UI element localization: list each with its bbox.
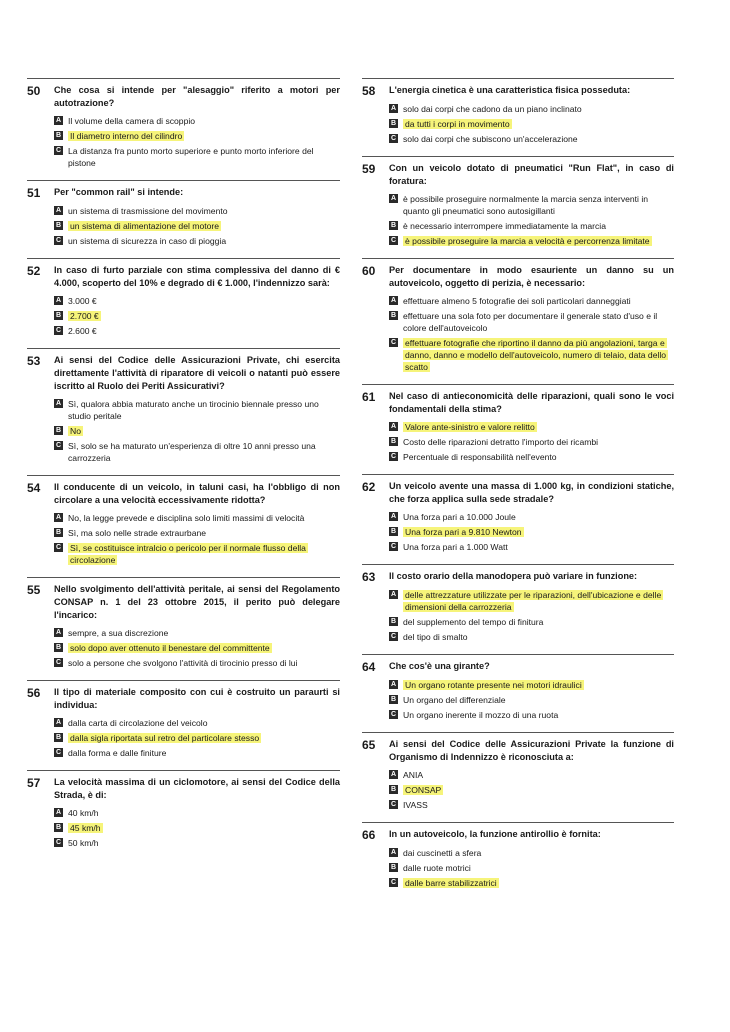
question-header [362, 570, 674, 584]
answer-letter-badge: A [55, 809, 62, 816]
answer-list [362, 847, 674, 889]
answer-text-wrapper [403, 421, 674, 433]
highlighted-answer-text: CONSAP [405, 785, 442, 795]
answer-text: Costo delle riparazioni detratto l'importo dei ricambi [403, 437, 599, 447]
answer-text-wrapper [68, 310, 340, 322]
answer-text-wrapper [403, 103, 674, 115]
question-66 [362, 822, 674, 900]
answer-list [362, 679, 674, 721]
answer-text-wrapper [403, 679, 674, 691]
question-63 [362, 564, 674, 654]
answer-text: solo dai corpi che cadono da un piano inclinato [403, 104, 582, 114]
answer-text: Il volume della camera di scoppio [68, 116, 196, 126]
highlighted-answer-text: 45 km/h [70, 823, 101, 833]
answer-text-wrapper [403, 694, 674, 706]
answer-letter-badge: B [390, 786, 397, 793]
answer-text: La distanza fra punto morto superiore e punto morto inferiore del pistone [68, 146, 314, 168]
left-column [27, 78, 340, 860]
question-header [362, 264, 674, 290]
answer-letter-badge: A [390, 297, 397, 304]
answer-letter-badge: C [390, 339, 397, 346]
answer-option-correct [389, 235, 674, 247]
answer-list [27, 115, 340, 169]
answer-letter-badge: C [55, 442, 62, 449]
answer-letter-badge: A [55, 400, 62, 407]
answer-list [362, 103, 674, 145]
answer-letter-badge: A [55, 297, 62, 304]
answer-text: un sistema di trasmissione del movimento [68, 206, 228, 216]
answer-text-wrapper [68, 822, 340, 834]
answer-letter-badge: C [55, 327, 62, 334]
answer-letter-badge: B [390, 438, 397, 445]
answer-option [54, 627, 340, 639]
answer-letter-badge: C [390, 633, 397, 640]
answer-text-wrapper [403, 862, 674, 874]
answer-text: Una forza pari a 1.000 Watt [403, 542, 508, 552]
answer-text: effettuare almeno 5 fotografie dei soli particolari danneggiati [403, 296, 631, 306]
answer-option [54, 145, 340, 169]
question-header [362, 660, 674, 674]
answer-text: è necessario interrompere immediatamente la marcia [403, 221, 606, 231]
answer-option [54, 747, 340, 759]
answer-text: solo a persone che svolgono l'attività di tirocinio presso di lui [68, 658, 298, 668]
answer-option [54, 235, 340, 247]
answer-option [389, 694, 674, 706]
answer-option [54, 527, 340, 539]
answer-text-wrapper [68, 627, 340, 639]
answer-text: IVASS [403, 800, 428, 810]
question-text: Ai sensi del Codice delle Assicurazioni Private la funzione di Organismo di Indennizzo è riconosciuta a: [389, 739, 674, 762]
answer-text-wrapper [403, 709, 674, 721]
answer-list [27, 807, 340, 849]
highlighted-answer-text: Una forza pari a 9.810 Newton [405, 527, 522, 537]
answer-letter-badge: A [390, 195, 397, 202]
question-65 [362, 732, 674, 822]
question-text: Nello svolgimento dell'attività peritale, ai sensi del Regolamento CONSAP n. 1 del 23 ottobre 2015, il perito può delegare l'incarico: [54, 584, 340, 620]
question-number: 54 [27, 481, 41, 495]
answer-letter-badge: B [55, 734, 62, 741]
answer-option [389, 769, 674, 781]
highlighted-answer-text: solo dopo aver ottenuto il benestare del committente [70, 643, 270, 653]
answer-text: 3.000 € [68, 296, 97, 306]
answer-text-wrapper [68, 732, 340, 744]
question-number: 63 [362, 570, 376, 584]
question-number: 60 [362, 264, 376, 278]
highlighted-answer-text: Valore ante-sinistro e valore relitto [405, 422, 535, 432]
answer-letter-badge: C [390, 801, 397, 808]
answer-letter-badge: C [55, 237, 62, 244]
question-59 [362, 156, 674, 258]
answer-letter-badge: B [390, 120, 397, 127]
answer-option [389, 193, 674, 217]
answer-text-wrapper [403, 511, 674, 523]
answer-text-wrapper [68, 145, 340, 169]
answer-text-wrapper [68, 130, 340, 142]
answer-letter-badge: B [390, 864, 397, 871]
question-header [362, 828, 674, 842]
answer-option-correct [54, 822, 340, 834]
question-text: La velocità massima di un ciclomotore, ai sensi del Codice della Strada, è di: [54, 777, 340, 800]
question-header [27, 686, 340, 712]
answer-letter-badge: A [390, 513, 397, 520]
answer-option-correct [54, 130, 340, 142]
answer-letter-badge: B [55, 312, 62, 319]
answer-text-wrapper [403, 436, 674, 448]
question-54 [27, 475, 340, 577]
answer-text-wrapper [68, 205, 340, 217]
answer-letter-badge: A [390, 771, 397, 778]
answer-letter-badge: A [390, 849, 397, 856]
answer-text-wrapper [403, 310, 674, 334]
answer-text-wrapper [68, 398, 340, 422]
answer-text-wrapper [403, 799, 674, 811]
answer-option-correct [54, 220, 340, 232]
answer-text: solo dai corpi che subiscono un'accelerazione [403, 134, 578, 144]
answer-text-wrapper [403, 235, 674, 247]
answer-letter-badge: B [390, 696, 397, 703]
answer-text-wrapper [68, 440, 340, 464]
answer-list [27, 717, 340, 759]
answer-option [389, 220, 674, 232]
answer-option [54, 657, 340, 669]
answer-text-wrapper [403, 769, 674, 781]
answer-letter-badge: C [55, 749, 62, 756]
answer-text: 40 km/h [68, 808, 99, 818]
answer-option [389, 310, 674, 334]
answer-text: dalla forma e dalle finiture [68, 748, 167, 758]
answer-list [362, 511, 674, 553]
answer-letter-badge: A [390, 423, 397, 430]
answer-option [389, 799, 674, 811]
answer-text-wrapper [68, 235, 340, 247]
answer-text-wrapper [68, 807, 340, 819]
answer-option-correct [389, 589, 674, 613]
answer-option [389, 133, 674, 145]
question-number: 66 [362, 828, 376, 842]
answer-option [389, 862, 674, 874]
answer-text: un sistema di sicurezza in caso di pioggia [68, 236, 227, 246]
answer-option [54, 295, 340, 307]
answer-list [362, 295, 674, 373]
question-header [27, 264, 340, 290]
answer-option-correct [54, 732, 340, 744]
answer-letter-badge: B [55, 132, 62, 139]
answer-list [362, 769, 674, 811]
highlighted-answer-text: No [70, 426, 81, 436]
answer-text-wrapper [403, 220, 674, 232]
question-number: 57 [27, 776, 41, 790]
answer-text: Sì, solo se ha maturato un'esperienza di oltre 10 anni presso una carrozzeria [68, 441, 316, 463]
answer-text-wrapper [68, 512, 340, 524]
answer-text-wrapper [403, 118, 674, 130]
question-61 [362, 384, 674, 474]
answer-text: effettuare una sola foto per documentare il generale stato d'uso e il colore dell'autoveicolo [403, 311, 658, 333]
question-number: 65 [362, 738, 376, 752]
question-header [362, 390, 674, 416]
answer-option [54, 717, 340, 729]
answer-list [27, 205, 340, 247]
answer-option-correct [54, 642, 340, 654]
answer-list [362, 589, 674, 643]
answer-option-correct [54, 425, 340, 437]
answer-option-correct [54, 310, 340, 322]
answer-text-wrapper [403, 337, 674, 373]
answer-text-wrapper [403, 877, 674, 889]
answer-option [54, 325, 340, 337]
highlighted-answer-text: Un organo rotante presente nei motori idraulici [405, 680, 582, 690]
answer-text-wrapper [68, 837, 340, 849]
answer-option [389, 451, 674, 463]
answer-option-correct [389, 784, 674, 796]
answer-text-wrapper [403, 784, 674, 796]
answer-letter-badge: C [55, 147, 62, 154]
answer-letter-badge: A [55, 719, 62, 726]
answer-text-wrapper [68, 527, 340, 539]
answer-letter-badge: A [390, 591, 397, 598]
question-number: 52 [27, 264, 41, 278]
answer-text-wrapper [403, 193, 674, 217]
highlighted-answer-text: da tutti i corpi in movimento [405, 119, 510, 129]
answer-letter-badge: B [390, 618, 397, 625]
answer-text: ANIA [403, 770, 424, 780]
answer-option-correct [389, 526, 674, 538]
answer-letter-badge: C [390, 711, 397, 718]
question-number: 62 [362, 480, 376, 494]
question-header [362, 162, 674, 188]
answer-letter-badge: A [55, 117, 62, 124]
question-text: Per "common rail" si intende: [54, 187, 184, 197]
question-header [362, 738, 674, 764]
question-text: Ai sensi del Codice delle Assicurazioni Private, chi esercita direttamente l'attività di riparatore di veicoli o natanti può essere iscritto al Ruolo dei Periti Assicurativi? [54, 355, 340, 391]
answer-option-correct [389, 679, 674, 691]
answer-text: Sì, qualora abbia maturato anche un tirocinio biennale presso uno studio peritale [68, 399, 319, 421]
answer-option-correct [389, 877, 674, 889]
question-header [27, 776, 340, 802]
question-text: Con un veicolo dotato di pneumatici "Run Flat", in caso di foratura: [389, 163, 674, 186]
answer-text: Sì, ma solo nelle strade extraurbane [68, 528, 207, 538]
answer-letter-badge: C [55, 839, 62, 846]
question-text: Nel caso di antieconomicità delle riparazioni, quali sono le voci fondamentali della stima? [389, 391, 674, 414]
highlighted-answer-text: un sistema di alimentazione del motore [70, 221, 220, 231]
answer-text: dalle ruote motrici [403, 863, 471, 873]
answer-text-wrapper [403, 133, 674, 145]
answer-letter-badge: A [55, 629, 62, 636]
answer-option-correct [389, 118, 674, 130]
question-number: 56 [27, 686, 41, 700]
question-number: 58 [362, 84, 376, 98]
question-51 [27, 180, 340, 258]
answer-letter-badge: A [55, 514, 62, 521]
answer-list [362, 193, 674, 247]
question-number: 55 [27, 583, 41, 597]
answer-text-wrapper [403, 616, 674, 628]
question-number: 61 [362, 390, 376, 404]
question-number: 53 [27, 354, 41, 368]
question-header [27, 186, 340, 200]
answer-option [389, 709, 674, 721]
answer-text: è possibile proseguire normalmente la marcia senza interventi in quanto gli pneumatici sono autosigillanti [403, 194, 649, 216]
question-number: 64 [362, 660, 376, 674]
answer-text-wrapper [68, 425, 340, 437]
answer-option [54, 205, 340, 217]
question-64 [362, 654, 674, 732]
answer-text: Una forza pari a 10.000 Joule [403, 512, 516, 522]
question-header [27, 84, 340, 110]
answer-letter-badge: A [390, 105, 397, 112]
answer-letter-badge: C [390, 135, 397, 142]
answer-letter-badge: B [390, 528, 397, 535]
answer-list [27, 398, 340, 464]
answer-option [54, 807, 340, 819]
answer-text: sempre, a sua discrezione [68, 628, 169, 638]
question-57 [27, 770, 340, 860]
answer-list [362, 421, 674, 463]
question-text: Il tipo di materiale composito con cui è costruito un paraurti si individua: [54, 687, 340, 710]
answer-text-wrapper [403, 631, 674, 643]
question-52 [27, 258, 340, 348]
question-header [27, 481, 340, 507]
answer-option-correct [389, 337, 674, 373]
question-text: Il costo orario della manodopera può variare in funzione: [389, 571, 638, 581]
answer-letter-badge: B [55, 529, 62, 536]
answer-text-wrapper [68, 542, 340, 566]
answer-option [389, 541, 674, 553]
answer-text: Percentuale di responsabilità nell'evento [403, 452, 557, 462]
answer-option [389, 103, 674, 115]
answer-letter-badge: C [390, 453, 397, 460]
answer-text-wrapper [68, 220, 340, 232]
question-text: Che cos'è una girante? [389, 661, 490, 671]
answer-option [389, 631, 674, 643]
highlighted-answer-text: 2.700 € [70, 311, 99, 321]
answer-option-correct [389, 421, 674, 433]
answer-text-wrapper [403, 526, 674, 538]
answer-text-wrapper [68, 657, 340, 669]
highlighted-answer-text: effettuare fotografie che riportino il danno da più angolazioni, targa e danno, danno e modello dell'autoveicolo, numero di telaio, data dello scatto [405, 338, 667, 372]
question-number: 59 [362, 162, 376, 176]
answer-letter-badge: C [55, 544, 62, 551]
answer-option [389, 295, 674, 307]
question-text: Un veicolo avente una massa di 1.000 kg, in condizioni statiche, che forza applica sulla sede stradale? [389, 481, 674, 504]
question-58 [362, 78, 674, 156]
highlighted-answer-text: dalle barre stabilizzatrici [405, 878, 497, 888]
highlighted-answer-text: Sì, se costituisce intralcio o pericolo per il normale flusso della circolazione [70, 543, 306, 565]
answer-letter-badge: B [55, 824, 62, 831]
answer-list [27, 295, 340, 337]
question-text: L'energia cinetica è una caratteristica fisica posseduta: [389, 85, 631, 95]
answer-option [54, 440, 340, 464]
answer-letter-badge: C [390, 237, 397, 244]
answer-text-wrapper [68, 642, 340, 654]
question-text: In un autoveicolo, la funzione antirollio è fornita: [389, 829, 601, 839]
answer-text-wrapper [403, 589, 674, 613]
highlighted-answer-text: Il diametro interno del cilindro [70, 131, 183, 141]
question-header [27, 354, 340, 393]
answer-option [54, 115, 340, 127]
answer-text-wrapper [403, 541, 674, 553]
answer-text-wrapper [68, 295, 340, 307]
question-text: Che cosa si intende per "alesaggio" riferito a motori per autotrazione? [54, 85, 340, 108]
highlighted-answer-text: delle attrezzature utilizzate per le riparazioni, dell'ubicazione e delle dimensioni della carrozzeria [405, 590, 662, 612]
question-number: 50 [27, 84, 41, 98]
answer-text: No, la legge prevede e disciplina solo limiti massimi di velocità [68, 513, 305, 523]
question-50 [27, 78, 340, 180]
answer-letter-badge: C [390, 543, 397, 550]
answer-text: dalla carta di circolazione del veicolo [68, 718, 208, 728]
answer-letter-badge: B [55, 427, 62, 434]
answer-option [54, 398, 340, 422]
answer-text-wrapper [68, 115, 340, 127]
answer-text: 50 km/h [68, 838, 99, 848]
question-number: 51 [27, 186, 41, 200]
answer-text: dai cuscinetti a sfera [403, 848, 482, 858]
answer-text-wrapper [68, 747, 340, 759]
answer-list [27, 627, 340, 669]
answer-option [389, 847, 674, 859]
answer-letter-badge: B [390, 222, 397, 229]
question-53 [27, 348, 340, 475]
question-header [362, 84, 674, 98]
answer-text: Un organo del differenziale [403, 695, 506, 705]
question-text: In caso di furto parziale con stima complessiva del danno di € 4.000, scoperto del 10% e degrado di € 1.000, l'indennizzo sarà: [54, 265, 340, 288]
answer-option [54, 512, 340, 524]
answer-option [389, 436, 674, 448]
highlighted-answer-text: dalla sigla riportata sul retro del particolare stesso [70, 733, 260, 743]
question-header [27, 583, 340, 622]
answer-text-wrapper [68, 325, 340, 337]
highlighted-answer-text: è possibile proseguire la marcia a velocità e percorrenza limitate [405, 236, 650, 246]
answer-text: del tipo di smalto [403, 632, 468, 642]
answer-letter-badge: B [390, 312, 397, 319]
question-60 [362, 258, 674, 384]
question-text: Il conducente di un veicolo, in taluni casi, ha l'obbligo di non circolare a una velocità eccessivamente ridotta? [54, 482, 340, 505]
answer-text: del supplemento del tempo di finitura [403, 617, 544, 627]
question-62 [362, 474, 674, 564]
answer-option-correct [54, 542, 340, 566]
question-text: Per documentare in modo esauriente un danno su un autoveicolo, oggetto di perizia, è necessario: [389, 265, 674, 288]
answer-letter-badge: B [55, 222, 62, 229]
question-header [362, 480, 674, 506]
right-column [362, 78, 674, 900]
question-56 [27, 680, 340, 770]
answer-text: Un organo inerente il mozzo di una ruota [403, 710, 559, 720]
answer-letter-badge: C [390, 879, 397, 886]
answer-list [27, 512, 340, 566]
answer-letter-badge: B [55, 644, 62, 651]
answer-option [54, 837, 340, 849]
answer-letter-badge: A [55, 207, 62, 214]
answer-option [389, 511, 674, 523]
answer-letter-badge: C [55, 659, 62, 666]
question-55 [27, 577, 340, 680]
answer-option [389, 616, 674, 628]
answer-text-wrapper [403, 295, 674, 307]
answer-letter-badge: A [390, 681, 397, 688]
answer-text-wrapper [403, 847, 674, 859]
answer-text: 2.600 € [68, 326, 97, 336]
answer-text-wrapper [68, 717, 340, 729]
answer-text-wrapper [403, 451, 674, 463]
